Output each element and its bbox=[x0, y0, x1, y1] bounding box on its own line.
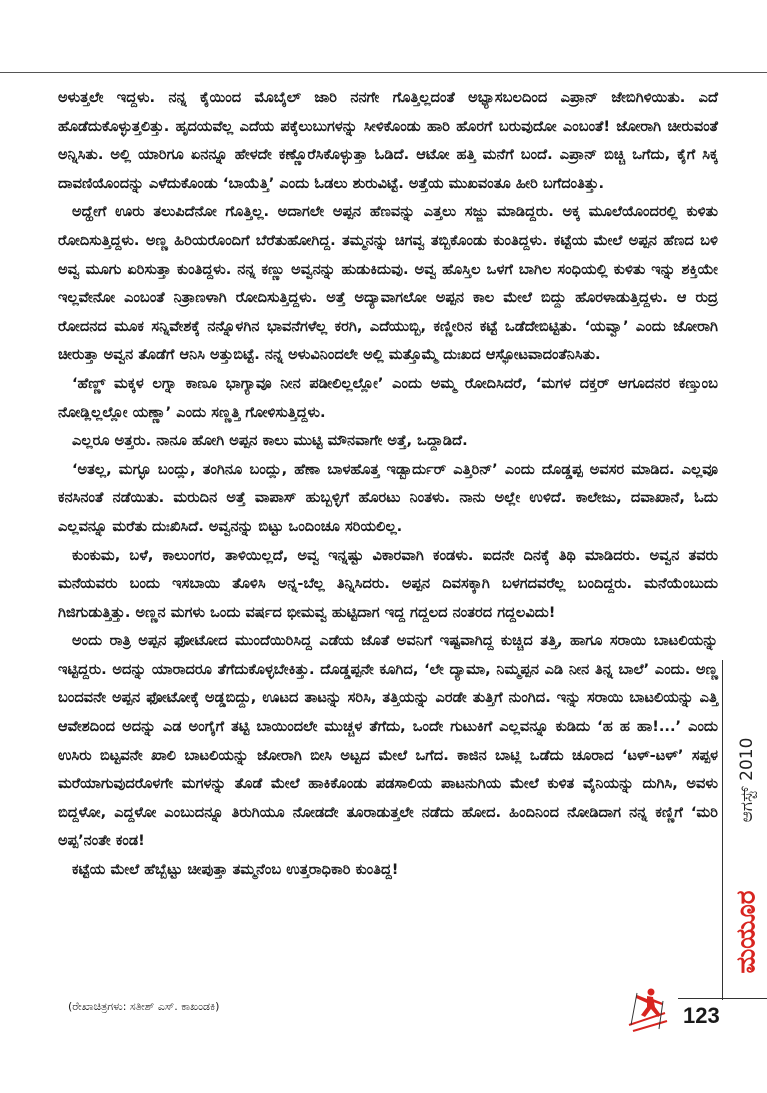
magazine-logo-mark bbox=[732, 870, 762, 995]
issue-date-text: ಆಗಸ್ಟ್ 2010 bbox=[737, 737, 757, 823]
paragraph-8: ಕಟ್ಟೆಯ ಮೇಲೆ ಹೆಬ್ಬೆಟ್ಟು ಚೀಪುತ್ತಾ ತಮ್ಮನೆಂಬ ಉತ್ತರಾಧಿಕಾರಿ ಕುಂತಿದ್ದ! bbox=[72, 861, 399, 879]
magazine-name: ಮಯೂರ bbox=[732, 890, 762, 974]
skier-icon bbox=[625, 985, 669, 1035]
article-body bbox=[58, 84, 718, 885]
paragraph-6: ಕುಂಕುಮ, ಬಳೆ, ಕಾಲುಂಗರ, ತಾಳಿಯಿಲ್ಲದೆ, ಅವ್ವ ಇನ್ನಷ್ಟು ವಿಕಾರವಾಗಿ ಕಂಡಳು. ಐದನೇ ದಿನಕ್ಕೆ ತಿಥಿ ಮಾಡಿದರು. ಅವ್ವನ ತವರು ಮನೆಯವರು ಬಂದು ಇಸಬಾಯಿ ತೊಳಿಸಿ ಅನ್ನ-ಬೆಲ್ಲ ತಿನ್ನಿಸಿದರು. ಅಪ್ಪನ ದಿವಸಕ್ಕಾಗಿ ಬಳಗದವರೆಲ್ಲ ಬಂದಿದ್ದರು. ಮನೆಯೆಂಬುದು ಗಿಜಿಗುಡುತ್ತಿತ್ತು. ಅಣ್ಣನ ಮಗಳು ಒಂದು ವರ್ಷದ ಭೀಮವ್ವ ಹುಟ್ಟಿದಾಗ ಇದ್ದ ಗದ್ದಲದ ನಂತರದ ಗದ್ದಲವಿದು! bbox=[58, 546, 718, 621]
paragraph-2: ಅದ್ಹೇಗೆ ಊರು ತಲುಪಿದೆನೋ ಗೊತ್ತಿಲ್ಲ. ಅದಾಗಲೇ ಅಪ್ಪನ ಹೆಣವನ್ನು ಎತ್ತಲು ಸಜ್ಜು ಮಾಡಿದ್ದರು. ಅಕ್ಕ ಮೂಲೆಯೊಂದರಲ್ಲಿ ಕುಳಿತು ರೋದಿಸುತ್ತಿದ್ದಳು. ಅಣ್ಣ ಹಿರಿಯರೊಂದಿಗೆ ಬೆರೆತುಹೋಗಿದ್ದ. ತಮ್ಮನನ್ನು ಚಿಗವ್ವ ತಬ್ಬಿಕೊಂಡು ಕುಂತಿದ್ದಳು. ಕಟ್ಟೆಯ ಮೇಲೆ ಅಪ್ಪನ ಹೆಣದ ಬಳಿ ಅವ್ವ ಮೂಗು ಏರಿಸುತ್ತಾ ಕುಂತಿದ್ದಳು. ನನ್ನ ಕಣ್ಣು ಅವ್ವನನ್ನು ಹುಡುಕಿದುವು. ಅವ್ವ ಹೊಸ್ತಿಲ ಒಳಗೆ ಬಾಗಿಲ ಸಂಧಿಯಲ್ಲಿ ಕುಳಿತು ಇನ್ನು ಶಕ್ತಿಯೇ ಇಲ್ಲವೇನೋ ಎಂಬಂತೆ ನಿತ್ರಾಣಳಾಗಿ ರೋದಿಸುತ್ತಿದ್ದಳು. ಅತ್ತೆ ಅದ್ಯಾವಾಗಲೋ ಅಪ್ಪನ ಕಾಲ ಮೇಲೆ ಬಿದ್ದು ಹೊರಳಾಡುತ್ತಿದ್ದಳು. ಆ ರುದ್ರ ರೋದನದ ಮೂಕ ಸನ್ನಿವೇಶಕ್ಕೆ ನನ್ನೊಳಗಿನ ಭಾವನೆಗಳೆಲ್ಲ ಕರಗಿ, ಎದೆಯುಬ್ಬಿ, ಕಣ್ಣೀರಿನ ಕಟ್ಟೆ ಒಡೆದೇಬಿಟ್ಟಿತು. ‘ಯವ್ವಾ’ ಎಂದು ಜೋರಾಗಿ ಚೀರುತ್ತಾ ಅವ್ವನ ತೊಡೆಗೆ ಆನಿಸಿ ಅತ್ತುಬಿಟ್ಟೆ. ನನ್ನ ಅಳುವಿನಿಂದಲೇ ಅಲ್ಲಿ ಮತ್ತೊಮ್ಮೆ ದುಃಖದ ಆಸ್ಫೋಟವಾದಂತೆನಿಸಿತು. bbox=[58, 203, 718, 364]
page-number: 123 bbox=[683, 1003, 720, 1028]
paragraph-4: ಎಲ್ಲರೂ ಅತ್ತರು. ನಾನೂ ಹೋಗಿ ಅಪ್ಪನ ಕಾಲು ಮುಟ್ಟಿ ಮೌನವಾಗೇ ಅತ್ತೆ, ಒದ್ದಾಡಿದೆ. bbox=[72, 432, 468, 450]
paragraph-1: ಅಳುತ್ತಲೇ ಇದ್ದಳು. ನನ್ನ ಕೈಯಿಂದ ಮೊಬೈಲ್ ಜಾರಿ ನನಗೇ ಗೊತ್ತಿಲ್ಲದಂತೆ ಅಭ್ಯಾಸಬಲದಿಂದ ಎಪ್ರಾನ್ ಜೇಬಿಗಿಳಿಯಿತು. ಎದೆ ಹೊಡೆದುಕೊಳ್ಳುತ್ತಲಿತ್ತು. ಹೃದಯವೆಲ್ಲ ಎದೆಯ ಪಕ್ಕೆಲುಬುಗಳನ್ನು ಸೀಳಿಕೊಂಡು ಹಾರಿ ಹೊರಗೆ ಬರುವುದೋ ಎಂಬಂತೆ! ಜೋರಾಗಿ ಚೀರುವಂತೆ ಅನ್ನಿಸಿತು. ಅಲ್ಲಿ ಯಾರಿಗೂ ಏನನ್ನೂ ಹೇಳದೇ ಕಣ್ಣೊರೆಸಿಕೊಳ್ಳುತ್ತಾ ಓಡಿದೆ. ಆಟೋ ಹತ್ತಿ ಮನೆಗೆ ಬಂದೆ. ಎಪ್ರಾನ್ ಬಿಚ್ಚಿ ಒಗೆದು, ಕೈಗೆ ಸಿಕ್ಕ ದಾವಣಿಯೊಂದನ್ನು ಎಳೆದುಕೊಂಡು ‘ಬಾಯೆತ್ತಿ’ ಎಂದು ಓಡಲು ಶುರುವಿಟ್ಟೆ. ಅತ್ತೆಯ ಮುಖವಂತೂ ಹೀರಿ ಬಗೆದಂತಿತ್ತು. bbox=[58, 89, 718, 192]
footer-rule bbox=[678, 998, 767, 999]
illustration-credit: (ರೇಖಾಚಿತ್ರಗಳು: ಸತೀಶ್ ಎಸ್. ಕಾಖಂಡಕಿ) bbox=[68, 1000, 220, 1013]
paragraph-3: ‘ಹೆಣ್ಣ್ ಮಕ್ಕಳ ಲಗ್ನಾ ಕಾಣೂ ಭಾಗ್ಯಾವೂ ನೀನ ಪಡೀಲಿಲ್ಲಲ್ಲೋ’ ಎಂದು ಅಮ್ಮ ರೋದಿಸಿದರೆ, ‘ಮಗಳ ದಕ್ತರ್ ಆಗೂದನರ ಕಣ್ತುಂಬ ನೋಡ್ಲಿಲ್ಲಲ್ಲೋ ಯಣ್ಣಾ’ ಎಂದು ಸಣ್ಣತ್ತಿ ಗೋಳಿಸುತ್ತಿದ್ದಳು. bbox=[58, 374, 718, 421]
magazine-logo bbox=[732, 870, 762, 995]
top-rule bbox=[0, 72, 767, 73]
paragraph-5: ‘ಅತಲ್ಲ, ಮಗ್ಳೂ ಬಂದ್ಲು, ತಂಗಿನೂ ಬಂದ್ಲು, ಹೆಣಾ ಬಾಳಹೊತ್ತ ಇಡ್ಬಾರ್ದುರ್ ಎತ್ತಿರಿನ್’ ಎಂದು ದೊಡ್ಡಪ್ಪ ಅವಸರ ಮಾಡಿದ. ಎಲ್ಲವೂ ಕನಸಿನಂತೆ ನಡೆಯಿತು. ಮರುದಿನ ಅತ್ತೆ ವಾಪಾಸ್ ಹುಬ್ಬಳ್ಳಿಗೆ ಹೊರಟು ನಿಂತಳು. ನಾನು ಅಲ್ಲೇ ಉಳಿದೆ. ಕಾಲೇಜು, ದವಾಖಾನೆ, ಓದು ಎಲ್ಲವನ್ನೂ ಮರೆತು ದುಃಖಿಸಿದೆ. ಅವ್ವನನ್ನು ಬಿಟ್ಟು ಒಂದಿಂಚೂ ಸರಿಯಲಿಲ್ಲ. bbox=[58, 460, 718, 535]
paragraph-7: ಅಂದು ರಾತ್ರಿ ಅಪ್ಪನ ಫೋಟೋದ ಮುಂದೆಯಿರಿಸಿದ್ದ ಎಡೆಯ ಜೊತೆ ಅವನಿಗೆ ಇಷ್ಟವಾಗಿದ್ದ ಕುಚ್ಚಿದ ತತ್ತಿ, ಹಾಗೂ ಸರಾಯಿ ಬಾಟಲಿಯನ್ನು ಇಟ್ಟಿದ್ದರು. ಅದನ್ನು ಯಾರಾದರೂ ತೆಗೆದುಕೊಳ್ಳಬೇಕಿತ್ತು. ದೊಡ್ಡಪ್ಪನೇ ಕೂಗಿದ, ‘ಲೇ ದ್ಯಾಮಾ, ನಿಮ್ಮಪ್ಪನ ಎಡಿ ನೀನ ತಿನ್ನ ಬಾಲೆ’ ಎಂದು. ಅಣ್ಣ ಬಂದವನೇ ಅಪ್ಪನ ಫೋಟೋಕ್ಕೆ ಅಡ್ಡಬಿದ್ದು, ಊಟದ ತಾಟನ್ನು ಸರಿಸಿ, ತತ್ತಿಯನ್ನು ಎರಡೇ ತುತ್ತಿಗೆ ನುಂಗಿದ. ಇನ್ನು ಸರಾಯಿ ಬಾಟಲಿಯನ್ನು ಎತ್ತಿ ಆವೇಶದಿಂದ ಅದನ್ನು ಎಡ ಅಂಗೈಗೆ ತಟ್ಟಿ ಬಾಯಿಂದಲೇ ಮುಚ್ಚಳ ತೆಗೆದು, ಒಂದೇ ಗುಟುಕಿಗೆ ಎಲ್ಲವನ್ನೂ ಕುಡಿದು ‘ಹ ಹ ಹಾ!...’ ಎಂದು ಉಸಿರು ಬಿಟ್ಟವನೇ ಖಾಲಿ ಬಾಟಲಿಯನ್ನು ಜೋರಾಗಿ ಬೀಸಿ ಅಟ್ಟದ ಮೇಲೆ ಒಗೆದ. ಕಾಜಿನ ಬಾಟ್ಲಿ ಒಡೆದು ಚೂರಾದ ‘ಟಳ್-ಟಳ್’ ಸಪ್ಪಳ ಮರೆಯಾಗುವುದರೊಳಗೇ ಮಗಳನ್ನು ತೊಡೆ ಮೇಲೆ ಹಾಕಿಕೊಂಡು ಪಡಸಾಲಿಯ ಪಾಟನುಗಿಯ ಮೇಲೆ ಕುಳಿತ ವೈನಿಯನ್ನು ದುಗಿಸಿ, ಅವಳು ಬಿದ್ದಳೋ, ಎದ್ದಳೋ ಎಂಬುದನ್ನೂ ತಿರುಗಿಯೂ ನೋಡದೇ ತೂರಾಡುತ್ತಲೇ ನಡೆದು ಹೋದ. ಹಿಂದಿನಿಂದ ನೋಡಿದಾಗ ನನ್ನ ಕಣ್ಣಿಗೆ ‘ಮರಿ ಅಪ್ಪ’ನಂತೇ ಕಂಡ! bbox=[58, 632, 718, 850]
issue-date bbox=[734, 700, 760, 860]
margin-rule bbox=[722, 660, 723, 1000]
